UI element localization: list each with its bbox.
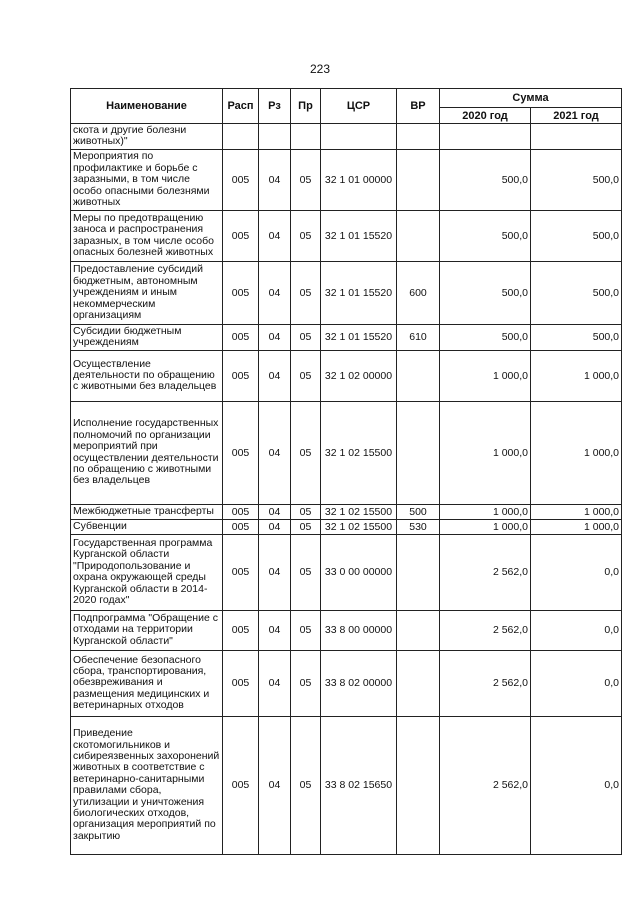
row-2020: 500,0 <box>440 149 531 210</box>
header-vr: ВР <box>397 89 440 124</box>
row-csr: 33 0 00 00000 <box>321 534 397 610</box>
row-vr <box>397 350 440 401</box>
row-2020: 2 562,0 <box>440 650 531 716</box>
row-2020 <box>440 124 531 150</box>
row-rz: 04 <box>259 504 291 519</box>
row-name: Государственная программа Курганской области "Природопользование и охрана окружающей среды Курганской области в 2014-2020 годах" <box>71 534 223 610</box>
row-name: Межбюджетные трансферты <box>71 504 223 519</box>
row-2020: 1 000,0 <box>440 350 531 401</box>
row-vr: 610 <box>397 324 440 350</box>
row-vr <box>397 124 440 150</box>
row-pr: 05 <box>291 519 321 534</box>
header-2021: 2021 год <box>531 108 622 124</box>
row-2021: 0,0 <box>531 650 622 716</box>
row-pr: 05 <box>291 149 321 210</box>
row-pr: 05 <box>291 401 321 504</box>
row-name: Субвенции <box>71 519 223 534</box>
header-rz: Рз <box>259 89 291 124</box>
row-rasp: 005 <box>223 350 259 401</box>
table-row <box>71 401 622 504</box>
row-2021: 0,0 <box>531 610 622 650</box>
row-vr <box>397 610 440 650</box>
row-pr <box>291 124 321 150</box>
row-2020: 2 562,0 <box>440 716 531 854</box>
row-rz <box>259 124 291 150</box>
row-vr: 530 <box>397 519 440 534</box>
row-pr: 05 <box>291 716 321 854</box>
row-rasp: 005 <box>223 261 259 324</box>
row-vr <box>397 534 440 610</box>
row-2021: 500,0 <box>531 261 622 324</box>
row-pr: 05 <box>291 324 321 350</box>
table-row <box>71 504 622 519</box>
row-rasp: 005 <box>223 324 259 350</box>
row-2021 <box>531 124 622 150</box>
row-vr <box>397 149 440 210</box>
header-name: Наименование <box>71 89 223 124</box>
table-row <box>71 350 622 401</box>
row-name: Приведение скотомогильников и сибиреязвенных захоронений животных в соответствие с ветеринарно-санитарными правилами сбора, утилизации и уничтожения биологических отходов, организация мероприятий по закрытию <box>71 716 223 854</box>
page-number: 223 <box>309 62 331 76</box>
row-name: Мероприятия по профилактике и борьбе с заразными, в том числе особо опасными болезнями животных <box>71 149 223 210</box>
row-name: Осуществление деятельности по обращению с животными без владельцев <box>71 350 223 401</box>
row-rasp <box>223 124 259 150</box>
row-vr <box>397 401 440 504</box>
row-rz: 04 <box>259 519 291 534</box>
row-csr: 32 1 02 00000 <box>321 350 397 401</box>
row-name: Меры по предотвращению заноса и распространения заразных, в том числе особо опасных болезней животных <box>71 210 223 261</box>
row-rasp: 005 <box>223 519 259 534</box>
row-csr <box>321 124 397 150</box>
row-rz: 04 <box>259 350 291 401</box>
row-pr: 05 <box>291 261 321 324</box>
row-rasp: 005 <box>223 610 259 650</box>
row-rz: 04 <box>259 534 291 610</box>
row-csr: 32 1 01 15520 <box>321 210 397 261</box>
table-row <box>71 610 622 650</box>
row-pr: 05 <box>291 534 321 610</box>
budget-table <box>70 88 622 855</box>
row-csr: 32 1 02 15500 <box>321 519 397 534</box>
row-csr: 32 1 01 15520 <box>321 324 397 350</box>
row-rasp: 005 <box>223 716 259 854</box>
row-rz: 04 <box>259 610 291 650</box>
table-row <box>71 210 622 261</box>
row-name: Субсидии бюджетным учреждениям <box>71 324 223 350</box>
row-2020: 2 562,0 <box>440 534 531 610</box>
row-2020: 500,0 <box>440 261 531 324</box>
table-row <box>71 324 622 350</box>
row-rz: 04 <box>259 650 291 716</box>
table-row <box>71 716 622 854</box>
row-name: Предоставление субсидий бюджетным, автономным учреждениям и иным некоммерческим организациям <box>71 261 223 324</box>
row-rz: 04 <box>259 149 291 210</box>
row-2021: 500,0 <box>531 149 622 210</box>
header-csr: ЦСР <box>321 89 397 124</box>
row-2021: 1 000,0 <box>531 350 622 401</box>
row-rasp: 005 <box>223 650 259 716</box>
row-rz: 04 <box>259 210 291 261</box>
row-pr: 05 <box>291 504 321 519</box>
row-vr <box>397 716 440 854</box>
row-2021: 1 000,0 <box>531 519 622 534</box>
row-csr: 32 1 02 15500 <box>321 504 397 519</box>
row-rasp: 005 <box>223 210 259 261</box>
row-csr: 32 1 02 15500 <box>321 401 397 504</box>
row-pr: 05 <box>291 210 321 261</box>
row-rasp: 005 <box>223 149 259 210</box>
row-csr: 32 1 01 00000 <box>321 149 397 210</box>
row-2020: 1 000,0 <box>440 401 531 504</box>
row-vr <box>397 210 440 261</box>
row-rasp: 005 <box>223 504 259 519</box>
table-row <box>71 261 622 324</box>
row-pr: 05 <box>291 350 321 401</box>
row-rz: 04 <box>259 324 291 350</box>
row-name: Исполнение государственных полномочий по организации мероприятий при осуществлении деятельности по обращению с животными без владельцев <box>71 401 223 504</box>
row-vr: 600 <box>397 261 440 324</box>
row-rz: 04 <box>259 716 291 854</box>
row-rasp: 005 <box>223 401 259 504</box>
row-vr <box>397 650 440 716</box>
row-name: скота и другие болезни животных)" <box>71 124 223 150</box>
row-2021: 0,0 <box>531 534 622 610</box>
row-2021: 500,0 <box>531 210 622 261</box>
row-2021: 0,0 <box>531 716 622 854</box>
header-sum: Сумма <box>440 89 622 108</box>
row-csr: 33 8 02 15650 <box>321 716 397 854</box>
row-2020: 2 562,0 <box>440 610 531 650</box>
header-2020: 2020 год <box>440 108 531 124</box>
header-pr: Пр <box>291 89 321 124</box>
row-name: Обеспечение безопасного сбора, транспортирования, обезвреживания и размещения медицинских и ветеринарных отходов <box>71 650 223 716</box>
row-vr: 500 <box>397 504 440 519</box>
row-2020: 1 000,0 <box>440 519 531 534</box>
row-2021: 1 000,0 <box>531 401 622 504</box>
row-name: Подпрограмма "Обращение с отходами на территории Курганской области" <box>71 610 223 650</box>
table-row <box>71 149 622 210</box>
row-2020: 500,0 <box>440 210 531 261</box>
row-pr: 05 <box>291 650 321 716</box>
row-2021: 500,0 <box>531 324 622 350</box>
row-rasp: 005 <box>223 534 259 610</box>
row-2021: 1 000,0 <box>531 504 622 519</box>
table-row <box>71 650 622 716</box>
row-2020: 500,0 <box>440 324 531 350</box>
row-csr: 33 8 00 00000 <box>321 610 397 650</box>
table-row <box>71 519 622 534</box>
row-pr: 05 <box>291 610 321 650</box>
row-csr: 33 8 02 00000 <box>321 650 397 716</box>
table-row <box>71 534 622 610</box>
header-rasp: Расп <box>223 89 259 124</box>
row-csr: 32 1 01 15520 <box>321 261 397 324</box>
row-rz: 04 <box>259 401 291 504</box>
row-rz: 04 <box>259 261 291 324</box>
row-2020: 1 000,0 <box>440 504 531 519</box>
table-row <box>71 124 622 150</box>
